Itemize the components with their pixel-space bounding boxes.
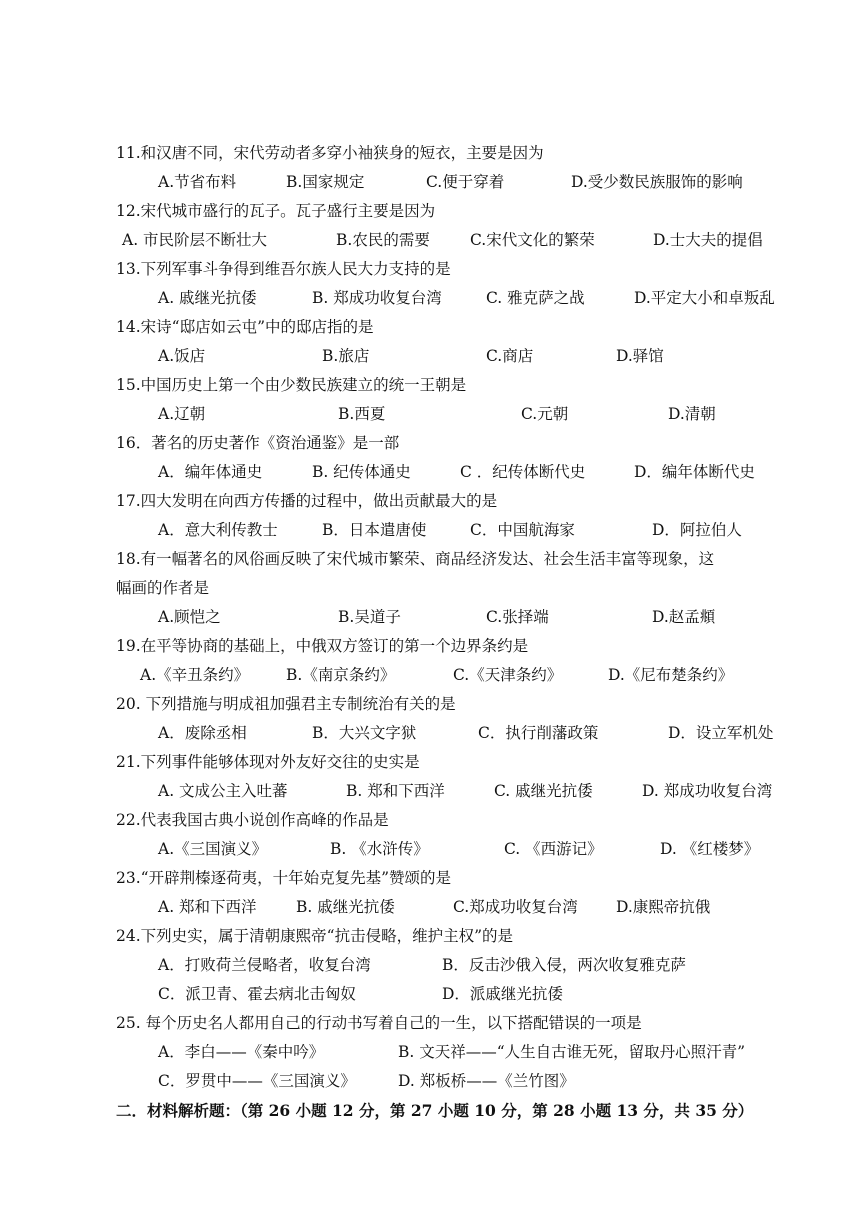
option-a: A．打败荷兰侵略者，收复台湾 (158, 956, 371, 974)
question-stem: 18.有一幅著名的风俗画反映了宋代城市繁荣、商品经济发达、社会生活丰富等现象，这 (116, 550, 715, 568)
option-d: D．编年体断代史 (634, 463, 755, 481)
question-stem: 17.四大发明在向西方传播的过程中，做出贡献最大的是 (116, 492, 498, 510)
question-stem: 25. 每个历史名人都用自己的行动书写着自己的一生，以下搭配错误的一项是 (116, 1014, 642, 1032)
option-b: B. 郑成功收复台湾 (312, 289, 442, 307)
option-b: B．反击沙俄入侵，两次收复雅克萨 (442, 956, 686, 974)
option-b: B.农民的需要 (336, 231, 430, 249)
option-d: D.平定大小和卓叛乱 (634, 289, 775, 307)
option-c: C ．纪传体断代史 (460, 463, 586, 481)
option-b: B.旅店 (322, 347, 370, 365)
option-c: C．中国航海家 (470, 521, 575, 539)
option-b: B. 文天祥——“人生自古谁无死，留取丹心照汗青” (398, 1043, 746, 1061)
option-a: A.饭店 (158, 347, 206, 365)
option-a: A. 郑和下西洋 (158, 898, 257, 916)
question-15 (116, 371, 796, 429)
option-a: A．废除丞相 (158, 724, 247, 742)
option-a: A.节省布料 (158, 173, 237, 191)
option-c: C.元朝 (521, 405, 569, 423)
option-a: A.《辛丑条约》 (140, 666, 250, 684)
option-d: D. 郑成功收复台湾 (642, 782, 773, 800)
option-a: A.《三国演义》 (158, 840, 268, 858)
option-b: B.吴道子 (338, 608, 401, 626)
question-list (116, 139, 796, 1125)
option-b: B．大兴文字狱 (312, 724, 417, 742)
option-a: A.辽朝 (158, 405, 206, 423)
option-b: B. 郑和下西洋 (346, 782, 445, 800)
question-16 (116, 429, 796, 487)
option-d: D.赵孟頫 (652, 608, 716, 626)
option-a: A.顾恺之 (158, 608, 221, 626)
option-d: D．派戚继光抗倭 (442, 985, 563, 1003)
question-11 (116, 139, 796, 197)
option-a: A．意大利传教士 (158, 521, 278, 539)
question-stem: 23.“开辟荆榛逐荷夷，十年始克复先基”赞颂的是 (116, 869, 451, 887)
question-24 (116, 922, 796, 1009)
option-c: C.便于穿着 (426, 173, 505, 191)
option-d: D.康熙帝抗俄 (616, 898, 711, 916)
question-stem: 21.下列事件能够体现对外友好交往的史实是 (116, 753, 420, 771)
question-stem: 14.宋诗“邸店如云屯”中的邸店指的是 (116, 318, 374, 336)
question-17 (116, 487, 796, 545)
option-c: C. 雅克萨之战 (486, 289, 585, 307)
option-c: C．执行削藩政策 (478, 724, 599, 742)
question-19 (116, 632, 796, 690)
option-a: A. 市民阶层不断壮大 (122, 231, 268, 249)
option-b: B.国家规定 (286, 173, 365, 191)
option-a: A. 戚继光抗倭 (158, 289, 257, 307)
question-stem: 16．著名的历史著作《资治通鉴》是一部 (116, 434, 400, 452)
option-c: C.宋代文化的繁荣 (470, 231, 595, 249)
question-14 (116, 313, 796, 371)
option-d: D.清朝 (668, 405, 716, 423)
option-b: B.西夏 (338, 405, 386, 423)
question-18 (116, 545, 796, 632)
question-stem: 22.代表我国古典小说创作高峰的作品是 (116, 811, 389, 829)
option-c: C．罗贯中——《三国演义》 (158, 1072, 356, 1090)
question-stem-continued: 幅画的作者是 (116, 579, 210, 597)
question-20 (116, 690, 796, 748)
option-b: B．日本遣唐使 (322, 521, 427, 539)
option-c: C．派卫青、霍去病北击匈奴 (158, 985, 356, 1003)
question-stem: 12.宋代城市盛行的瓦子。瓦子盛行主要是因为 (116, 202, 436, 220)
question-stem: 15.中国历史上第一个由少数民族建立的统一王朝是 (116, 376, 467, 394)
question-stem: 19.在平等协商的基础上，中俄双方签订的第一个边界条约是 (116, 637, 529, 655)
option-a: A．编年体通史 (158, 463, 263, 481)
question-stem: 11.和汉唐不同，宋代劳动者多穿小袖狭身的短衣，主要是因为 (116, 144, 544, 162)
option-d: D．阿拉伯人 (652, 521, 742, 539)
option-d: D.士大夫的提倡 (653, 231, 763, 249)
question-22 (116, 806, 796, 864)
option-c: C.商店 (486, 347, 534, 365)
option-a: A．李白——《秦中吟》 (158, 1043, 325, 1061)
option-b: B. 戚继光抗倭 (296, 898, 395, 916)
question-stem: 13.下列军事斗争得到维吾尔族人民大力支持的是 (116, 260, 451, 278)
option-b: B. 《水浒传》 (330, 840, 429, 858)
option-c: C.张择端 (486, 608, 549, 626)
question-23 (116, 864, 796, 922)
option-c: C. 《西游记》 (504, 840, 603, 858)
option-d: D.驿馆 (616, 347, 664, 365)
section-heading: 二．材料解析题：（第 26 小题 12 分，第 27 小题 10 分，第 28 小题 13 分，共 35 分） (116, 1101, 754, 1120)
option-a: A. 文成公主入吐蕃 (158, 782, 288, 800)
option-d: D. 《红楼梦》 (660, 840, 760, 858)
option-d: D．设立军机处 (668, 724, 774, 742)
option-d: D.《尼布楚条约》 (608, 666, 734, 684)
question-21 (116, 748, 796, 806)
option-d: D. 郑板桥——《兰竹图》 (398, 1072, 575, 1090)
option-b: B. 纪传体通史 (312, 463, 411, 481)
option-b: B.《南京条约》 (286, 666, 396, 684)
question-13 (116, 255, 796, 313)
option-c: C.《天津条约》 (453, 666, 563, 684)
question-stem: 20. 下列措施与明成祖加强君主专制统治有关的是 (116, 695, 456, 713)
option-c: C.郑成功收复台湾 (453, 898, 578, 916)
question-12 (116, 197, 796, 255)
option-d: D.受少数民族服饰的影响 (571, 173, 743, 191)
question-25 (116, 1009, 796, 1096)
option-c: C. 戚继光抗倭 (494, 782, 593, 800)
question-stem: 24.下列史实，属于清朝康熙帝“抗击侵略，维护主权”的是 (116, 927, 514, 945)
